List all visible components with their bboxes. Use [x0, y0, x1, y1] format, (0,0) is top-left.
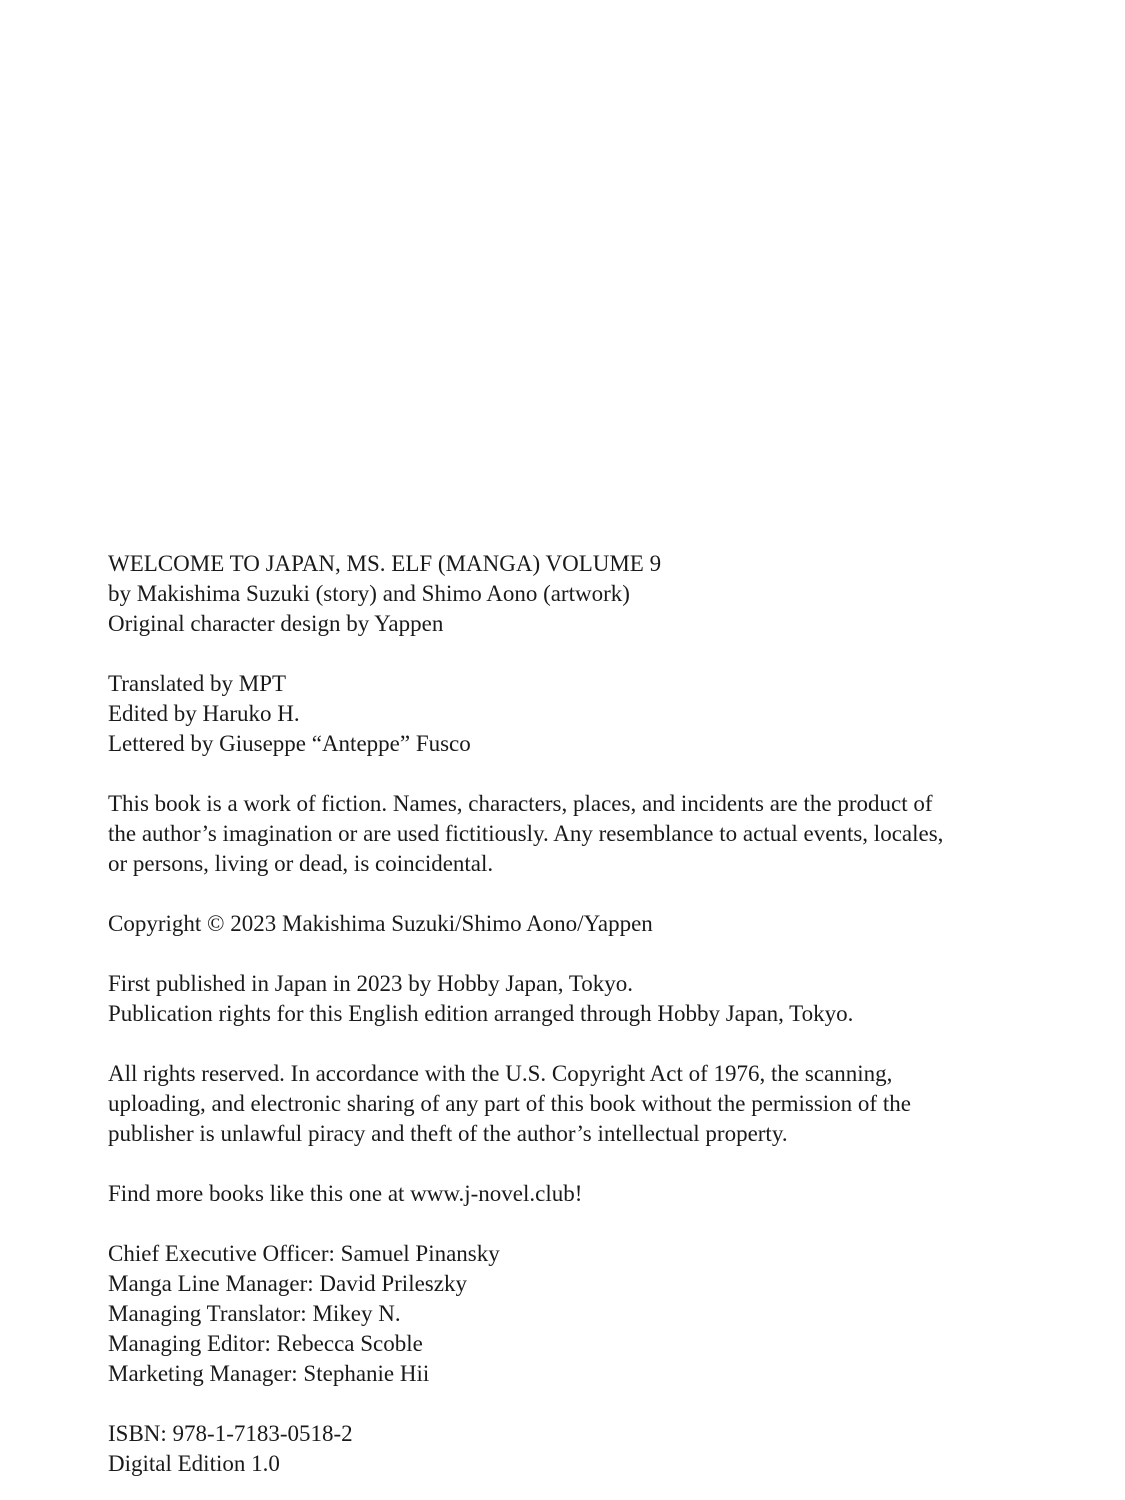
- rights-line: All rights reserved. In accordance with the U.S. Copyright Act of 1976, the scanning,: [108, 1061, 893, 1086]
- edition-info: [108, 1419, 1068, 1479]
- copyright-notice: [108, 909, 1068, 939]
- isbn-line: ISBN: 978-1-7183-0518-2: [108, 1421, 353, 1446]
- editor-credit: Edited by Haruko H.: [108, 701, 300, 726]
- staff-marketing-manager: Marketing Manager: Stephanie Hii: [108, 1361, 430, 1386]
- publication-line: First published in Japan in 2023 by Hobby Japan, Tokyo.: [108, 971, 634, 996]
- fiction-notice-line: This book is a work of fiction. Names, characters, places, and incidents are the product of: [108, 791, 933, 816]
- character-design-line: Original character design by Yappen: [108, 611, 444, 636]
- rights-line: uploading, and electronic sharing of any part of this book without the permission of the: [108, 1091, 911, 1116]
- credits-block: [108, 669, 1068, 759]
- copyright-line: Copyright © 2023 Makishima Suzuki/Shimo Aono/Yappen: [108, 911, 653, 936]
- rights-line: publisher is unlawful piracy and theft of the author’s intellectual property.: [108, 1121, 788, 1146]
- edition-line: Digital Edition 1.0: [108, 1451, 280, 1476]
- fiction-notice: [108, 789, 1068, 879]
- staff-ceo: Chief Executive Officer: Samuel Pinansky: [108, 1241, 500, 1266]
- publication-rights-line: Publication rights for this English edition arranged through Hobby Japan, Tokyo.: [108, 1001, 854, 1026]
- copyright-block: [108, 549, 1068, 1479]
- title-block: [108, 549, 1068, 639]
- publication-notice: [108, 969, 1068, 1029]
- authors-line: by Makishima Suzuki (story) and Shimo Aono (artwork): [108, 581, 630, 606]
- fiction-notice-line: or persons, living or dead, is coincidental.: [108, 851, 494, 876]
- staff-managing-translator: Managing Translator: Mikey N.: [108, 1301, 401, 1326]
- website-notice: [108, 1179, 1068, 1209]
- rights-notice: [108, 1059, 1068, 1149]
- fiction-notice-line: the author’s imagination or are used fictitiously. Any resemblance to actual events, locales,: [108, 821, 944, 846]
- website-line: Find more books like this one at www.j-novel.club!: [108, 1181, 583, 1206]
- letterer-credit: Lettered by Giuseppe “Anteppe” Fusco: [108, 731, 471, 756]
- staff-managing-editor: Managing Editor: Rebecca Scoble: [108, 1331, 423, 1356]
- book-title: WELCOME TO JAPAN, MS. ELF (MANGA) VOLUME 9: [108, 551, 662, 576]
- staff-list: [108, 1239, 1068, 1389]
- translator-credit: Translated by MPT: [108, 671, 287, 696]
- staff-manga-line-manager: Manga Line Manager: David Prileszky: [108, 1271, 467, 1296]
